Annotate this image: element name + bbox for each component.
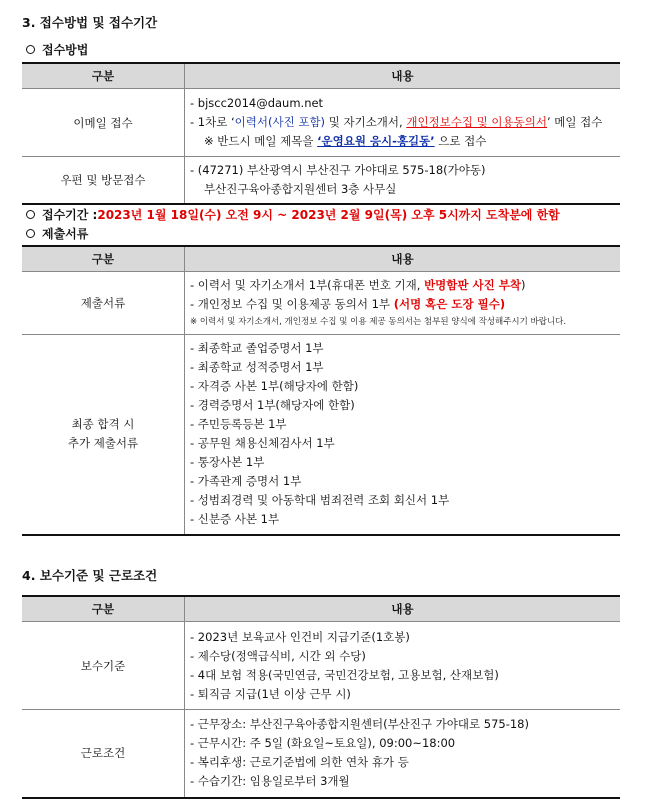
email-label: 이메일 접수 <box>22 89 185 157</box>
list-item: - 가족관계 증명서 1부 <box>190 474 302 489</box>
pay-table-header-col1: 구분 <box>22 596 185 622</box>
section4-heading: 4. 보수기준 및 근로조건 <box>22 568 158 583</box>
method-subheading <box>26 41 88 58</box>
list-item: - 공무원 채용신체검사서 1부 <box>190 436 335 451</box>
list-item: - 근무장소: 부산진구육아종합지원센터(부산진구 가야대로 575-18) <box>190 717 529 732</box>
work-label: 근로조건 <box>22 710 185 798</box>
docs-table-header-col2: 내용 <box>185 246 621 272</box>
table-row <box>22 710 620 798</box>
circle-bullet-icon <box>26 229 35 238</box>
email-content <box>185 89 621 157</box>
visit-content <box>185 157 621 205</box>
docs-row2-label: 최종 합격 시 추가 제출서류 <box>22 335 185 535</box>
list-item: - 최종학교 성적증명서 1부 <box>190 360 324 375</box>
method-table-header-col2: 내용 <box>185 63 621 89</box>
list-item: - 4대 보험 적용(국민연금, 국민건강보험, 고용보험, 산재보험) <box>190 667 499 682</box>
period-label: 접수기간 : <box>42 208 98 222</box>
pay-label: 보수기준 <box>22 622 185 710</box>
table-row <box>22 335 620 535</box>
email-line2: - 1차로 ‘이력서(사진 포함) 및 자기소개서, 개인정보수집 및 이용동의서’ 메일 접수 <box>190 115 603 129</box>
docs-row1-label: 제출서류 <box>22 272 185 335</box>
period-value: 2023년 1월 18일(수) 오전 9시 ~ 2023년 2월 9일(목) 오후 5시까지 도착분에 한함 <box>97 208 560 222</box>
list-item: - 2023년 보육교사 인건비 지급기준(1호봉) <box>190 629 410 644</box>
list-item: - 주민등록등본 1부 <box>190 417 287 432</box>
method-table-header-col1: 구분 <box>22 63 185 89</box>
docs-table-header-col1: 구분 <box>22 246 185 272</box>
table-row <box>22 622 620 710</box>
docs-subheading-text: 제출서류 <box>42 227 89 241</box>
pay-table-header-col2: 내용 <box>185 596 621 622</box>
work-content <box>185 710 621 798</box>
list-item: - 퇴직금 지급(1년 이상 근무 시) <box>190 686 351 701</box>
table-row <box>22 89 620 157</box>
method-subheading-text: 접수방법 <box>42 43 89 57</box>
list-item: - 통장사본 1부 <box>190 455 265 470</box>
visit-label: 우편 및 방문접수 <box>22 157 185 205</box>
list-item: - 근무시간: 주 5일 (화요일~토요일), 09:00~18:00 <box>190 736 456 751</box>
list-item: - 복리후생: 근로기준법에 의한 연차 휴가 등 <box>190 755 409 770</box>
pay-content <box>185 622 621 710</box>
visit-line1: - (47271) 부산광역시 부산진구 가야대로 575-18(가야동) <box>190 163 486 177</box>
circle-bullet-icon <box>26 210 35 219</box>
docs-table <box>22 245 620 536</box>
section3-heading: 3. 접수방법 및 접수기간 <box>22 15 158 30</box>
docs-row1-note: ※ 이력서 및 자기소개서, 개인정보 수집 및 이용 제공 동의서는 첨부된 양식에 작성해주시기 바랍니다. <box>190 317 567 327</box>
docs-row2-content <box>185 335 621 535</box>
table-row <box>22 272 620 335</box>
list-item: - 자격증 사본 1부(해당자에 한함) <box>190 379 359 394</box>
list-item: - 신분증 사본 1부 <box>190 512 280 527</box>
pay-work-table <box>22 595 620 799</box>
table-row <box>22 157 620 205</box>
docs-row1-content <box>185 272 621 335</box>
list-item: - 경력증명서 1부(해당자에 한함) <box>190 398 355 413</box>
list-item: - 최종학교 졸업증명서 1부 <box>190 341 324 356</box>
list-item: - 성범죄경력 및 아동학대 범죄전력 조회 회신서 1부 <box>190 493 450 508</box>
list-item: - 수습기간: 임용일로부터 3개월 <box>190 774 350 789</box>
period-line <box>26 206 560 223</box>
docs-row1-line1: - 이력서 및 자기소개서 1부(휴대폰 번호 기재, 반명함판 사진 부착) <box>190 278 526 292</box>
docs-row1-line2: - 개인정보 수집 및 이용제공 동의서 1부 (서명 혹은 도장 필수) <box>190 297 506 311</box>
email-line3: ※ 반드시 메일 제목을 ‘운영요원 응시-홍길동’ 으로 접수 <box>204 134 487 148</box>
email-address: - bjscc2014@daum.net <box>190 96 324 110</box>
method-table <box>22 62 620 205</box>
circle-bullet-icon <box>26 45 35 54</box>
visit-line2: 부산진구육아종합지원센터 3층 사무실 <box>204 182 397 196</box>
list-item: - 제수당(정액급식비, 시간 외 수당) <box>190 648 366 663</box>
docs-subheading <box>26 225 88 242</box>
